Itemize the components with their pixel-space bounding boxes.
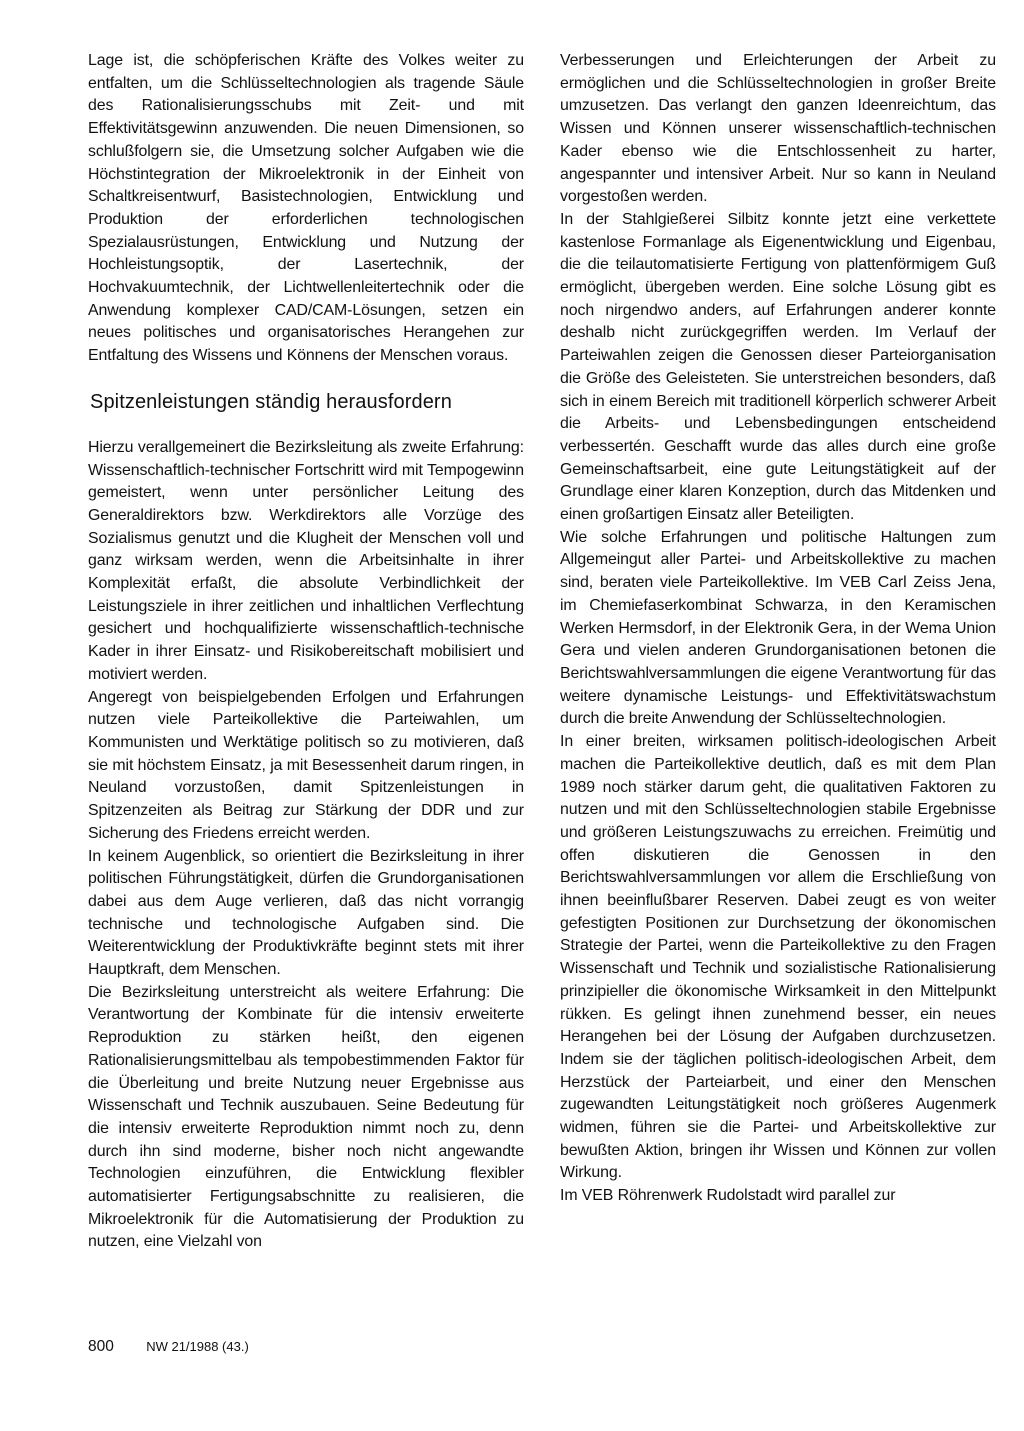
paragraph: In keinem Augenblick, so orientiert die Bezirksleitung in ihrer politischen Führungstätigkeit, dürfen die Grundorganisationen dabei aus dem Auge verlieren, daß das nicht vorrangig technische und technologische Aufgaben sind. Die Weiterentwicklung der Produktivkräfte beginnt stets mit ihrer Hauptkraft, dem Menschen. <box>88 847 524 979</box>
right-column <box>560 50 996 1208</box>
paragraph: Die Bezirksleitung unterstreicht als weitere Erfahrung: Die Verantwortung der Kombinate für die intensiv erweiterte Reproduktion zu stärken heißt, den eigenen Rationalisierungsmittelbau als tempobestimmenden Faktor für die Überleitung und breite Nutzung neuer Ergebnisse aus Wissenschaft und Technik auszubauen. Seine Bedeutung für die intensiv erweiterte Reproduktion nimmt noch zu, denn durch ihn sind moderne, bisher noch nicht angewandte Technologien einzuführen, die Entwicklung flexibler automatisierter Fertigungsabschnitte zu realisieren, die Mikroelektronik für die Automatisierung der Produktion zu nutzen, eine Vielzahl von <box>88 983 524 1251</box>
left-column <box>88 50 524 1254</box>
section-heading: Spitzenleistungen ständig herausfordern <box>90 390 452 413</box>
paragraph: Im VEB Röhrenwerk Rudolstadt wird parallel zur <box>560 1187 896 1205</box>
paragraph: In einer breiten, wirksamen politisch-ideologischen Arbeit machen die Parteikollektive deutlich, daß es mit dem Plan 1989 noch stärker darum geht, die qualitativen Faktoren zu nutzen und mit den Schlüsseltechnologien stabile Ergebnisse und größeren Leistungszuwachs zu erreichen. Freimütig und offen diskutieren die Genossen in den Berichtswahlversammlungen vor allem die Erschließung von ihnen beeinflußbarer Reserven. Dabei zeugt es von weiter gefestigten Positionen zur Durchsetzung der ökonomischen Strategie der Partei, wenn die Parteikollektive zu den Fragen Wissenschaft und Technik und sozialistische Rationalisierung prinzipieller die ökonomische Wirksamkeit in den Mittelpunkt rükken. Es gelingt ihnen zunehmend besser, ein neues Herangehen bei der Lösung der Aufgaben durchzusetzen. Indem sie der täglichen politisch-ideologischen Arbeit, dem Herzstück der Parteiarbeit, und einer den Menschen zugewandten Leitungstätigkeit noch größeres Augenmerk widmen, führen sie die Partei- und Arbeitskollektive zur bewußten Aktion, bringen ihr Wissen und Können zur vollen Wirkung. <box>560 733 996 1182</box>
paragraph: Lage ist, die schöpferischen Kräfte des Volkes weiter zu entfalten, um die Schlüsseltechnologien als tragende Säule des Rationalisierungsschubs mit Zeit- und mit Effektivitätsgewinn anzuwenden. Die neuen Dimensionen, so schlußfolgern sie, die Umsetzung solcher Aufgaben wie die Höchstintegration der Mikroelektronik in der Einheit von Schaltkreisentwurf, Basistechnologien, Entwicklung und Produktion der erforderlichen technologischen Spezialausrüstungen, Entwicklung und Nutzung der Hochleistungsoptik, der Lasertechnik, der Hochvakuumtechnik, der Lichtwellenleitertechnik oder die Anwendung komplexer CAD/CAM-Lösungen, setzen ein neues politisches und organisatorisches Herangehen zur Entfaltung des Wissens und Könnens der Menschen voraus. <box>88 52 524 365</box>
paragraph: Verbesserungen und Erleichterungen der Arbeit zu ermöglichen und die Schlüsseltechnologien in großer Breite umzusetzen. Das verlangt den ganzen Ideenreichtum, das Wissen und Können unserer wissenschaftlich-technischen Kader ebenso wie die Entschlossenheit zu harter, angespannter und intensiver Arbeit. Nur so kann in Neuland vorgestoßen werden. <box>560 52 996 206</box>
paragraph: Angeregt von beispielgebenden Erfolgen und Erfahrungen nutzen viele Parteikollektive die Parteiwahlen, um Kommunisten und Werktätige politisch so zu motivieren, daß sie mit höchstem Einsatz, ja mit Besessenheit darum ringen, in Neuland vorzustoßen, damit Spitzenleistungen in Spitzenzeiten als Beitrag zur Stärkung der DDR und zur Sicherung des Friedens erreicht werden. <box>88 688 524 842</box>
issue-label: NW 21/1988 (43.) <box>146 1339 249 1354</box>
page-number: 800 <box>88 1338 114 1355</box>
page-footer <box>88 1338 249 1356</box>
paragraph: Wie solche Erfahrungen und politische Haltungen zum Allgemeingut aller Partei- und Arbeitskollektive zu machen sind, beraten viele Parteikollektive. Im VEB Carl Zeiss Jena, im Chemiefaserkombinat Schwarza, in den Keramischen Werken Hermsdorf, in der Elektronik Gera, in der Wema Union Gera und vielen anderen Grundorganisationen betonen die Berichtswahlversammlungen die eigene Verantwortung für das weitere dynamische Leistungs- und Effektivitätswachstum durch die breite Anwendung der Schlüsseltechnologien. <box>560 528 996 728</box>
paragraph: In der Stahlgießerei Silbitz konnte jetzt eine verkettete kastenlose Formanlage als Eigenentwicklung und Eigenbau, die die teilautomatisierte Fertigung von plattenförmigem Guß ermöglicht, übergeben werden. Eine solche Lösung gibt es noch nirgendwo anders, auf Erfahrungen anderer konnte deshalb nicht zurückgegriffen werden. Im Verlauf der Parteiwahlen zeigen die Genossen dieser Parteiorganisation die Größe des Geleisteten. Sie unterstreichen besonders, daß sich in einem Bereich mit traditionell körperlich schwerer Arbeit die Arbeits- und Lebensbedingungen entscheidend verbessertén. Geschafft wurde das alles durch eine große Gemeinschaftsarbeit, eine gute Leitungstätigkeit auf der Grundlage einer klaren Konzeption, durch das Mitdenken und einen großartigen Einsatz aller Beteiligten. <box>560 210 996 524</box>
paragraph: Hierzu verallgemeinert die Bezirksleitung als zweite Erfahrung: Wissenschaftlich-technischer Fortschritt wird mit Tempogewinn gemeistert, wenn unter persönlicher Leitung des Generaldirektors bzw. Werkdirektors alle Vorzüge des Sozialismus genutzt und die Klugheit der Menschen voll und ganz wirksam werden, wenn die Arbeitsinhalte in ihrer Komplexität erfaßt, die absolute Verbindlichkeit der Leistungsziele in ihrer zeitlichen und inhaltlichen Verflechtung gesichert und hochqualifizierte wissenschaftlich-technische Kader in ihrer Einsatz- und Risikobereitschaft mobilisiert und motiviert werden. <box>88 438 524 683</box>
